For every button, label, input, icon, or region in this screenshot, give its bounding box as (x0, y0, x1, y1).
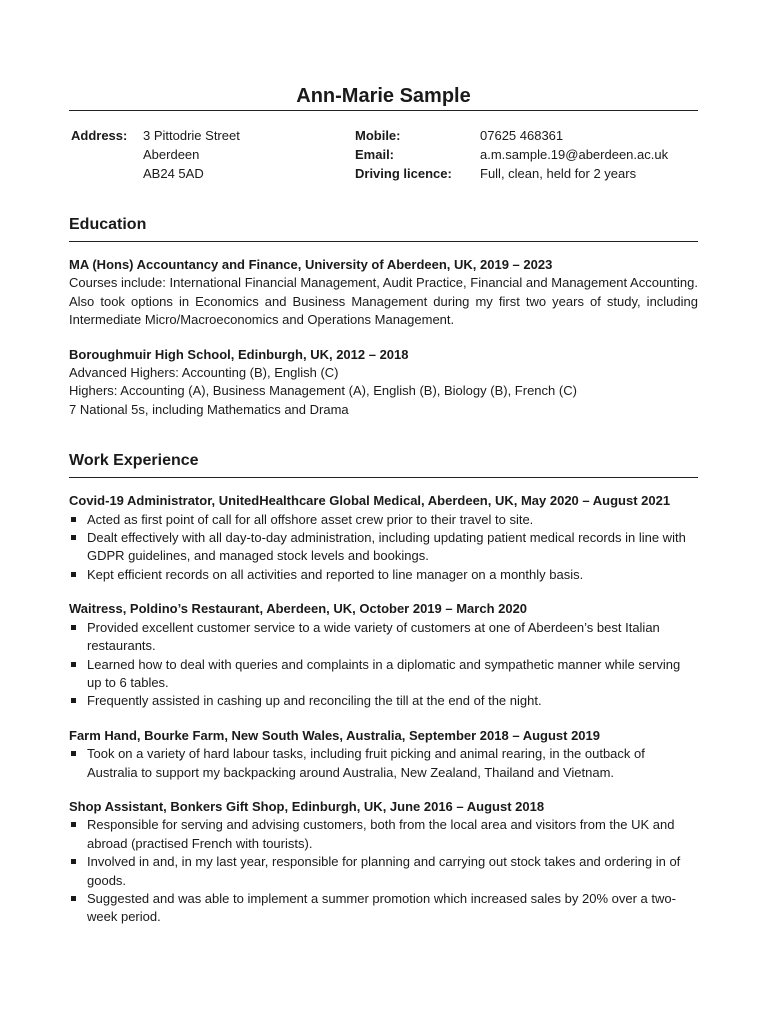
bullet-item: Dealt effectively with all day-to-day administration, including updating patient medical records in line with GDPR guidelines, and managed stock levels and bookings. (69, 529, 698, 566)
qualification-line: Highers: Accounting (A), Business Management (A), English (B), Biology (B), French (C) (69, 383, 577, 399)
bullet-item: Learned how to deal with queries and complaints in a diplomatic and sympathetic manner while serving up to 6 tables. (69, 656, 698, 693)
mobile-value: 07625 468361 (480, 128, 564, 143)
bullet-item: Involved in and, in my last year, responsible for planning and carrying out stock takes and ordering in of goods. (69, 853, 698, 890)
bullet-square-icon (71, 896, 76, 901)
job-entry (69, 600, 698, 710)
education-entry (69, 256, 698, 330)
bullet-item: Provided excellent customer service to a wide variety of customers at one of Aberdeen’s best Italian restaurants. (69, 619, 698, 656)
address-line: Aberdeen (143, 147, 200, 162)
education-entry (69, 346, 698, 420)
work-experience-divider (69, 477, 698, 478)
bullet-square-icon (71, 625, 76, 630)
bullet-item: Took on a variety of hard labour tasks, including fruit picking and animal rearing, in the outback of Australia to support my backpacking around Australia, New Zealand, Thailand and Vietnam. (69, 745, 698, 782)
education-divider (69, 241, 698, 242)
bullet-square-icon (71, 751, 76, 756)
bullet-item: Frequently assisted in cashing up and reconciling the till at the end of the night. (69, 692, 698, 710)
qualification-line: Advanced Highers: Accounting (B), English (C) (69, 365, 339, 381)
degree-title: MA (Hons) Accountancy and Finance, University of Aberdeen, UK, 2019 – 2023 (69, 257, 553, 272)
contact-labels (355, 126, 452, 183)
bullet-square-icon (71, 662, 76, 667)
job-entry (69, 727, 698, 782)
work-experience-heading: Work Experience (69, 452, 199, 470)
bullet-item: Suggested and was able to implement a summer promotion which increased sales by 20% over a two-week period. (69, 890, 698, 927)
contact-values (480, 126, 668, 183)
bullet-square-icon (71, 698, 76, 703)
contact-block (69, 126, 698, 184)
licence-label: Driving licence: (355, 166, 452, 181)
address-line: AB24 5AD (143, 166, 204, 181)
bullet-square-icon (71, 859, 76, 864)
licence-value: Full, clean, held for 2 years (480, 166, 637, 181)
job-title: Waitress, Poldino’s Restaurant, Aberdeen, UK, October 2019 – March 2020 (69, 601, 528, 617)
job-entry (69, 492, 698, 584)
bullet-item: Responsible for serving and advising customers, both from the local area and visitors from the UK and abroad (practised French with tourists). (69, 816, 698, 853)
bullet-square-icon (71, 572, 76, 577)
job-bullets (69, 619, 698, 711)
bullet-square-icon (71, 517, 76, 522)
qualification-line: 7 National 5s, including Mathematics and Drama (69, 401, 349, 417)
bullet-item: Acted as first point of call for all offshore asset crew prior to their travel to site. (69, 511, 698, 529)
job-entry (69, 798, 698, 927)
degree-description: Courses include: International Financial Management, Audit Practice, Financial and Management Accounting. Also took options in Economics and Business Management during my first two years of study, including Intermediate Micro/Macroeconomics and Operations Management. (69, 275, 698, 328)
bullet-square-icon (71, 535, 76, 540)
bullet-square-icon (71, 822, 76, 827)
address-line: 3 Pittodrie Street (143, 128, 240, 143)
job-title: Covid-19 Administrator, UnitedHealthcare Global Medical, Aberdeen, UK, May 2020 – August 2021 (69, 493, 671, 509)
mobile-label: Mobile: (355, 128, 401, 143)
email-label: Email: (355, 147, 395, 162)
candidate-name: Ann-Marie Sample (296, 85, 471, 107)
job-title: Shop Assistant, Bonkers Gift Shop, Edinburgh, UK, June 2016 – August 2018 (69, 798, 545, 814)
job-title: Farm Hand, Bourke Farm, New South Wales, Australia, September 2018 – August 2019 (69, 727, 600, 743)
header-divider (69, 110, 698, 111)
address-value (143, 126, 240, 183)
address-label: Address: (71, 128, 128, 143)
school-title: Boroughmuir High School, Edinburgh, UK, 2012 – 2018 (69, 346, 409, 362)
job-bullets (69, 511, 698, 585)
email-value: a.m.sample.19@aberdeen.ac.uk (480, 147, 669, 162)
job-bullets (69, 816, 698, 926)
resume-page (69, 82, 698, 927)
bullet-item: Kept efficient records on all activities and reported to line manager on a monthly basis. (69, 566, 698, 584)
job-bullets (69, 745, 698, 782)
education-heading: Education (69, 216, 147, 233)
